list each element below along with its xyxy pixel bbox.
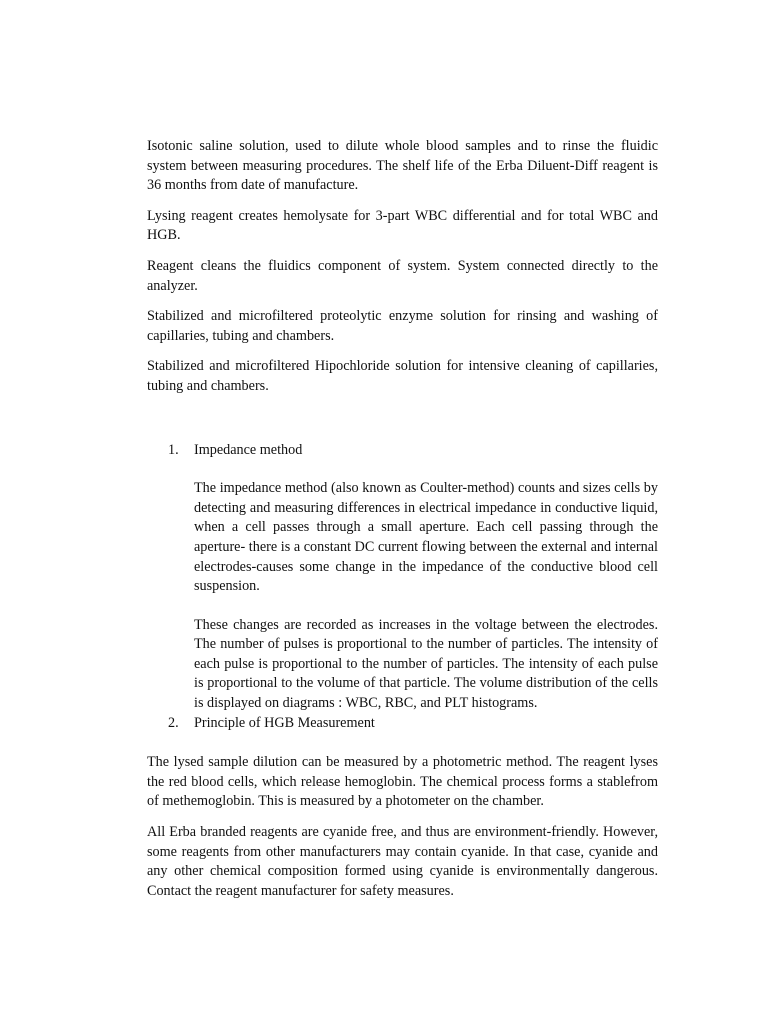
list-item-number: 1.	[168, 441, 179, 458]
impedance-paragraph: The impedance method (also known as Coulter-method) counts and sizes cells by detecting and measuring differences in electrical impedance in conductive liquid, when a cell passes through a small aperture. Each cell passing through the aperture- there is a constant DC current flowing between the external and internal electrodes-causes some change in the impedance of the conductive blood cell suspension.	[194, 480, 658, 595]
paragraph-hipochloride-solution: Stabilized and microfiltered Hipochloride solution for intensive cleaning of capillaries, tubing and chambers.	[147, 358, 658, 394]
list-item-impedance-method	[147, 441, 658, 714]
impedance-paragraph: These changes are recorded as increases in the voltage between the electrodes. The number of pulses is proportional to the number of particles. The intensity of each pulse is proportional to the number of particles. The intensity of each pulse is proportional to the volume of that particle. The volume distribution of the cells is displayed on diagrams : WBC, RBC, and PLT histograms.	[194, 616, 658, 712]
paragraph-lysing-reagent: Lysing reagent creates hemolysate for 3-part WBC differential and for total WBC and HGB.	[147, 207, 658, 244]
paragraph-enzyme-solution: Stabilized and microfiltered proteolytic enzyme solution for rinsing and washing of capillaries, tubing and chambers.	[147, 308, 658, 344]
list-item-hgb-measurement	[147, 714, 658, 734]
document-body	[147, 137, 658, 912]
section-gap	[147, 408, 658, 441]
numbered-list	[147, 441, 658, 734]
list-item-number: 2.	[168, 714, 179, 731]
paragraph-cleaner: Reagent cleans the fluidics component of system. System connected directly to the analyzer.	[147, 257, 658, 294]
list-item-body	[194, 479, 658, 714]
paragraph-cyanide-free: All Erba branded reagents are cyanide free, and thus are environment-friendly. However, some reagents from other manufacturers may contain cyanide. In that case, cyanide and any other chemical composition formed using cyanide is environmentally dangerous. Contact the reagent manufacturer for safety measures.	[147, 824, 658, 899]
list-item-title: Principle of HGB Measurement	[194, 714, 375, 731]
list-item-title: Impedance method	[194, 441, 303, 458]
paragraph-diluent: Isotonic saline solution, used to dilute whole blood samples and to rinse the fluidic system between measuring procedures. The shelf life of the Erba Diluent-Diff reagent is 36 months from date of manufacture.	[147, 138, 658, 194]
paragraph-hgb-photometric: The lysed sample dilution can be measured by a photometric method. The reagent lyses the red blood cells, which release hemoglobin. The chemical process forms a stablefrom of methemoglobin. This is measured by a photometer on the chamber.	[147, 754, 658, 810]
